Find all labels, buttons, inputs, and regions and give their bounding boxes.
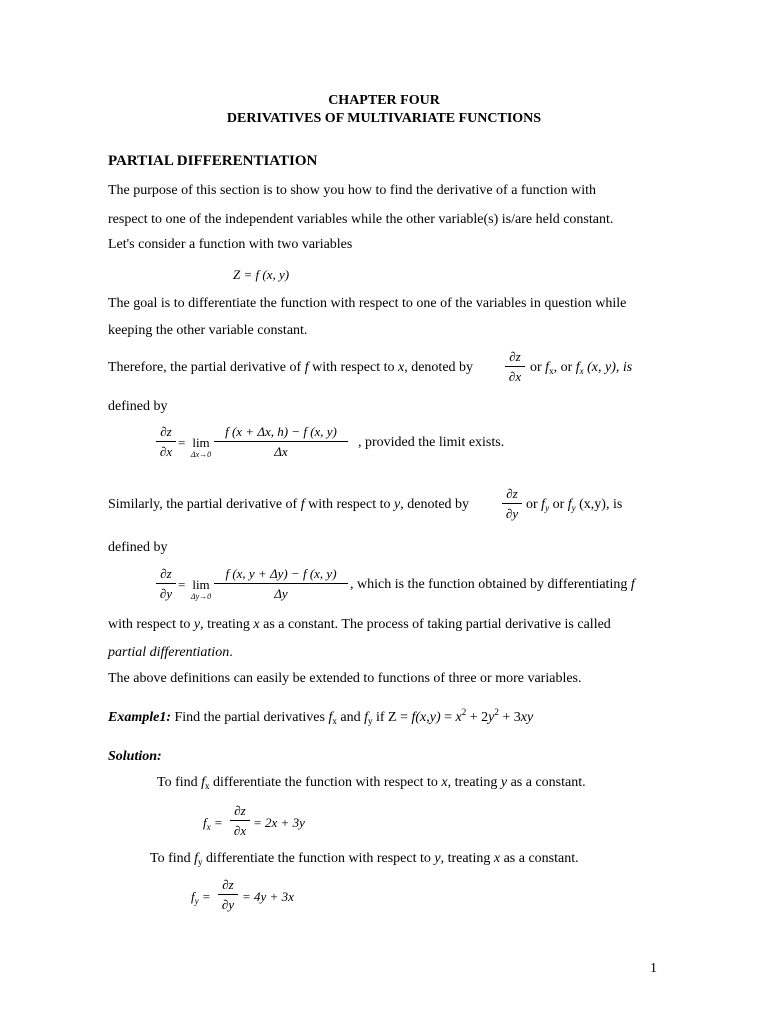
limit-operator: lim Δx→0 [190,435,212,459]
dz-dy-fraction: ∂z ∂y [502,487,522,520]
partial-x-sentence: Therefore, the partial derivative of f with respect to x, denoted by [108,360,474,375]
fy-result: = 4y + 3x [242,889,294,904]
equals-sign: = [178,435,186,450]
defined-by-label: defined by [108,540,168,555]
paragraph-line: keeping the other variable constant. [108,323,308,338]
limit-x-condition: , provided the limit exists. [358,435,505,450]
partial-y-sentence: Similarly, the partial derivative of f with respect to y, denoted by [108,497,470,512]
solution-step-fx: To find $f_x$ differentiate the function with respect to x, treating y as a constant. [157,775,586,791]
dz-dx-fraction: ∂z ∂x [230,804,250,837]
paragraph-line: The goal is to differentiate the function with respect to one of the variables in question while [108,296,627,311]
limit-y-fraction: f (x, y + Δy) − f (x, y) Δy [214,567,348,600]
limit-y-description: , which is the function obtained by differentiating f [350,577,635,592]
partial-y-notation: or $f_y$ or $f_y$ (x,y), is [526,497,623,513]
equals-sign: = [178,577,186,592]
dz-dy-fraction: ∂z ∂y [218,878,238,911]
equation-function: Z = f (x, y) [233,267,290,282]
fy-lhs: $f_y$ = [191,889,211,906]
dz-dx-fraction: ∂z ∂x [156,425,176,458]
page-number: 1 [650,961,657,976]
chapter-title: DERIVATIVES OF MULTIVARIATE FUNCTIONS [226,111,542,126]
dz-dx-fraction: ∂z ∂x [505,350,525,383]
section-heading: PARTIAL DIFFERENTIATION [108,153,318,169]
paragraph-line: with respect to y, treating x as a constant. The process of taking partial derivative is called [108,617,611,632]
example-statement: Example1: Find the partial derivatives $f_x$ and $f_y$ if $Z = f(x,y) = x^2 + 2y^2 + 3xy$ [108,707,534,726]
dz-dy-fraction: ∂z ∂y [156,567,176,600]
paragraph-line: The above definitions can easily be extended to functions of three or more variables. [108,671,582,686]
paragraph-line: partial differentiation. [108,645,233,660]
paragraph-line: Let's consider a function with two variables [108,237,353,252]
solution-label: Solution: [108,749,162,764]
partial-x-notation: or $f_x$, or $f_x$ (x, y), is [530,360,633,376]
fx-result: = 2x + 3y [253,815,305,830]
paragraph-line: The purpose of this section is to show you how to find the derivative of a function with [108,183,596,198]
limit-x-fraction: f (x + Δx, h) − f (x, y) Δx [214,425,348,458]
defined-by-label: defined by [108,399,168,414]
fx-lhs: $f_x$ = [203,815,223,832]
solution-step-fy: To find $f_y$ differentiate the function with respect to y, treating x as a constant. [150,851,579,867]
chapter-label: CHAPTER FOUR [328,93,440,108]
paragraph-line: respect to one of the independent variables while the other variable(s) is/are held constant. [108,212,614,227]
limit-operator: lim Δy→0 [190,577,212,601]
